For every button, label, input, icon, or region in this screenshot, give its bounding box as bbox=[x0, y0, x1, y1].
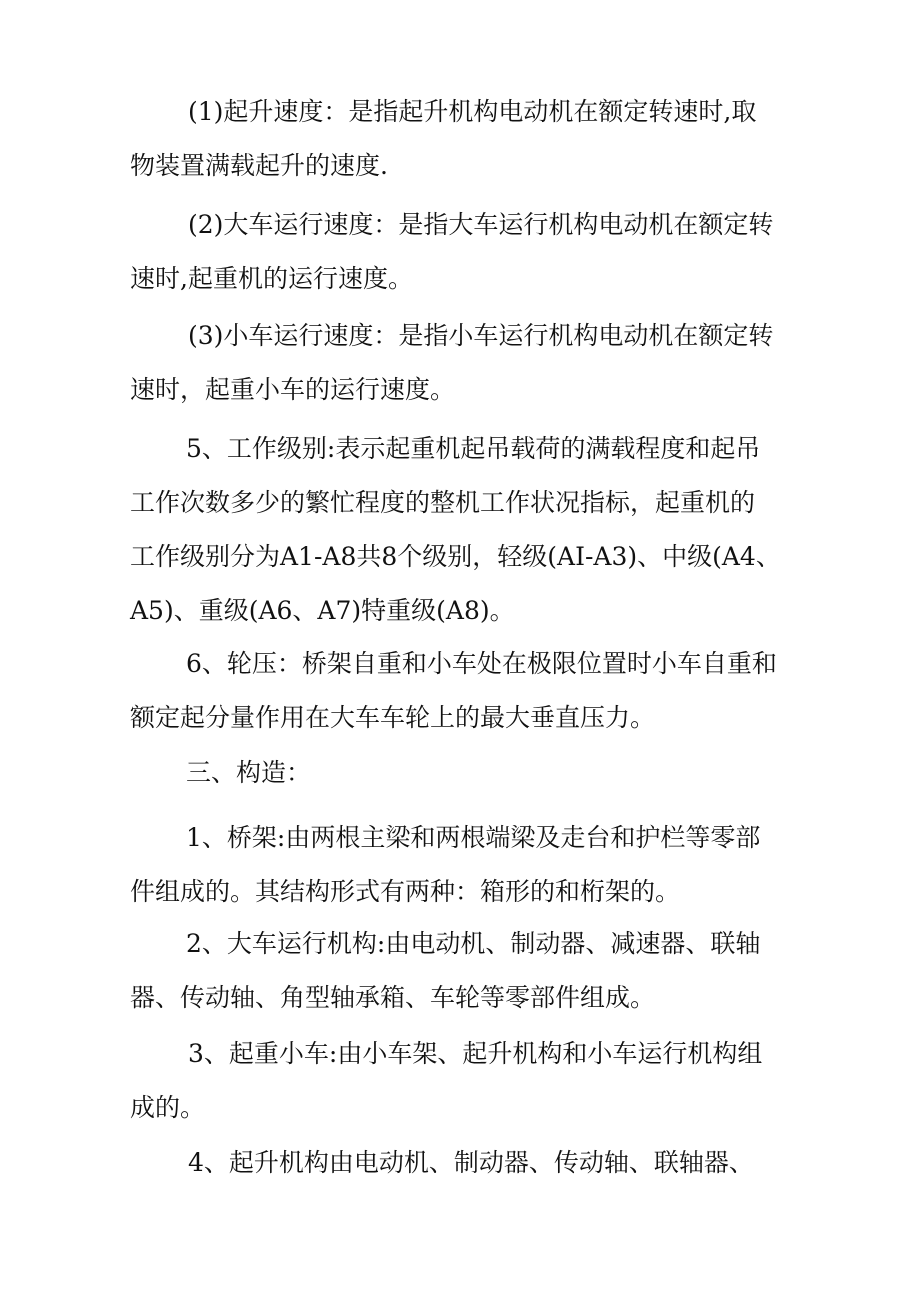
text-line: 速时,起重机的运行速度。 bbox=[130, 264, 413, 293]
paragraph-bridge bbox=[130, 811, 760, 919]
text-line: 成的。 bbox=[130, 1093, 206, 1122]
text-line: (1)起升速度：是指起升机构电动机在额定转速时,取 bbox=[188, 97, 757, 126]
paragraph-wheel-pressure bbox=[130, 637, 777, 745]
text-line: 物装置满载起升的速度. bbox=[130, 151, 388, 180]
paragraph-trolley bbox=[130, 1027, 762, 1135]
text-line: 3、起重小车:由小车架、起升机构和小车运行机构组 bbox=[188, 1039, 763, 1068]
text-line: (3)小车运行速度：是指小车运行机构电动机在额定转 bbox=[188, 321, 774, 350]
paragraph-crane-travel-mechanism bbox=[130, 917, 760, 1025]
text-line: 工作级别分为A1-A8共8个级别，轻级(AI-A3)、中级(A4、 bbox=[130, 542, 781, 571]
text-line: 1、桥架:由两根主梁和两根端梁及走台和护栏等零部 bbox=[186, 823, 761, 852]
section-heading-construction bbox=[130, 746, 311, 800]
paragraph-work-class bbox=[130, 422, 781, 638]
text-line: 4、起升机构由电动机、制动器、传动轴、联轴器、 bbox=[188, 1148, 754, 1177]
paragraph-lifting-mechanism bbox=[130, 1136, 754, 1190]
text-line: 工作次数多少的繁忙程度的整机工作状况指标，起重机的 bbox=[130, 488, 756, 517]
text-line: 6、轮压：桥架自重和小车处在极限位置时小车自重和 bbox=[186, 649, 777, 678]
text-line: 三、构造： bbox=[186, 758, 312, 787]
text-line: 5、工作级别:表示起重机起吊载荷的满载程度和起吊 bbox=[186, 434, 761, 463]
paragraph-crane-travel-speed bbox=[130, 198, 773, 306]
paragraph-lifting-speed bbox=[130, 85, 756, 193]
text-line: 器、传动轴、角型轴承箱、车轮等零部件组成。 bbox=[130, 983, 656, 1012]
paragraph-trolley-travel-speed bbox=[130, 309, 773, 417]
text-line: 额定起分量作用在大车车轮上的最大垂直压力。 bbox=[130, 703, 656, 732]
text-line: 2、大车运行机构:由电动机、制动器、减速器、联轴 bbox=[186, 929, 761, 958]
text-line: 速时，起重小车的运行速度。 bbox=[130, 375, 456, 404]
text-line: (2)大车运行速度：是指大车运行机构电动机在额定转 bbox=[188, 210, 774, 239]
text-line: A5)、重级(A6、A7)特重级(A8)。 bbox=[130, 596, 515, 625]
text-line: 件组成的。其结构形式有两种：箱形的和桁架的。 bbox=[130, 877, 681, 906]
